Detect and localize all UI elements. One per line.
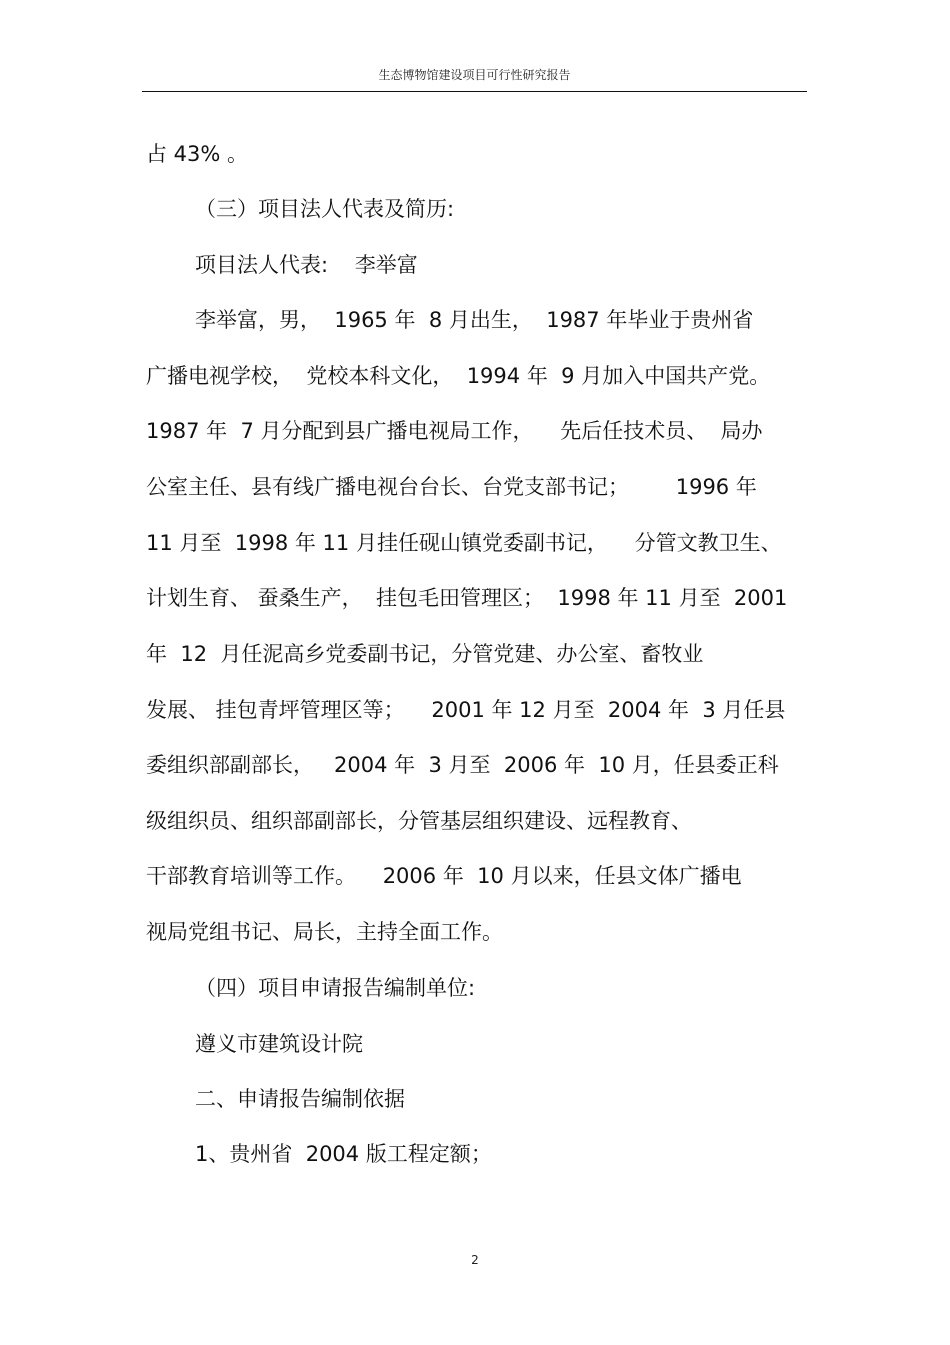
report-unit-name: 遵义市建筑设计院	[195, 1032, 363, 1056]
paragraph-line: 公室主任、县有线广播电视台台长、台党支部书记； 1996 年	[146, 475, 757, 499]
paragraph-line: 年 12 月任泥高乡党委副书记，分管党建、办公室、畜牧业	[146, 642, 704, 666]
paragraph-line: 发展、 挂包青坪管理区等； 2001 年 12 月至 2004 年 3 月任县	[146, 698, 786, 722]
paragraph-line: 占 43% 。	[146, 142, 249, 166]
running-header: 生态博物馆建设项目可行性研究报告	[378, 68, 571, 82]
section-heading-basis: 二、申请报告编制依据	[195, 1087, 405, 1111]
paragraph-line: 11 月至 1998 年 11 月挂任砚山镇党委副书记， 分管文教卫生、	[146, 531, 782, 555]
paragraph-line: 李举富，男， 1965 年 8 月出生， 1987 年毕业于贵州省	[195, 308, 754, 332]
page-number: 2	[471, 1253, 479, 1267]
section-heading-legal-rep: （三）项目法人代表及简历:	[195, 197, 455, 221]
paragraph-line: 广播电视学校， 党校本科文化， 1994 年 9 月加入中国共产党。	[146, 364, 771, 388]
paragraph-line: 1987 年 7 月分配到县广播电视局工作， 先后任技术员、 局办	[146, 419, 763, 443]
paragraph-line: 级组织员、组织部副部长，分管基层组织建设、远程教育、	[146, 809, 692, 833]
legal-rep-line: 项目法人代表: 李举富	[195, 253, 418, 277]
paragraph-line: 计划生育、 蚕桑生产， 挂包毛田管理区； 1998 年 11 月至 2001	[146, 586, 788, 610]
paragraph-line: 视局党组书记、局长，主持全面工作。	[146, 920, 503, 944]
paragraph-line: 干部教育培训等工作。 2006 年 10 月以来，任县文体广播电	[146, 864, 742, 888]
paragraph-line: 委组织部副部长， 2004 年 3 月至 2006 年 10 月，任县委正科	[146, 753, 779, 777]
section-heading-report-unit: （四）项目申请报告编制单位:	[195, 976, 476, 1000]
basis-item: 1、贵州省 2004 版工程定额；	[195, 1142, 492, 1166]
header-rule	[142, 91, 807, 92]
